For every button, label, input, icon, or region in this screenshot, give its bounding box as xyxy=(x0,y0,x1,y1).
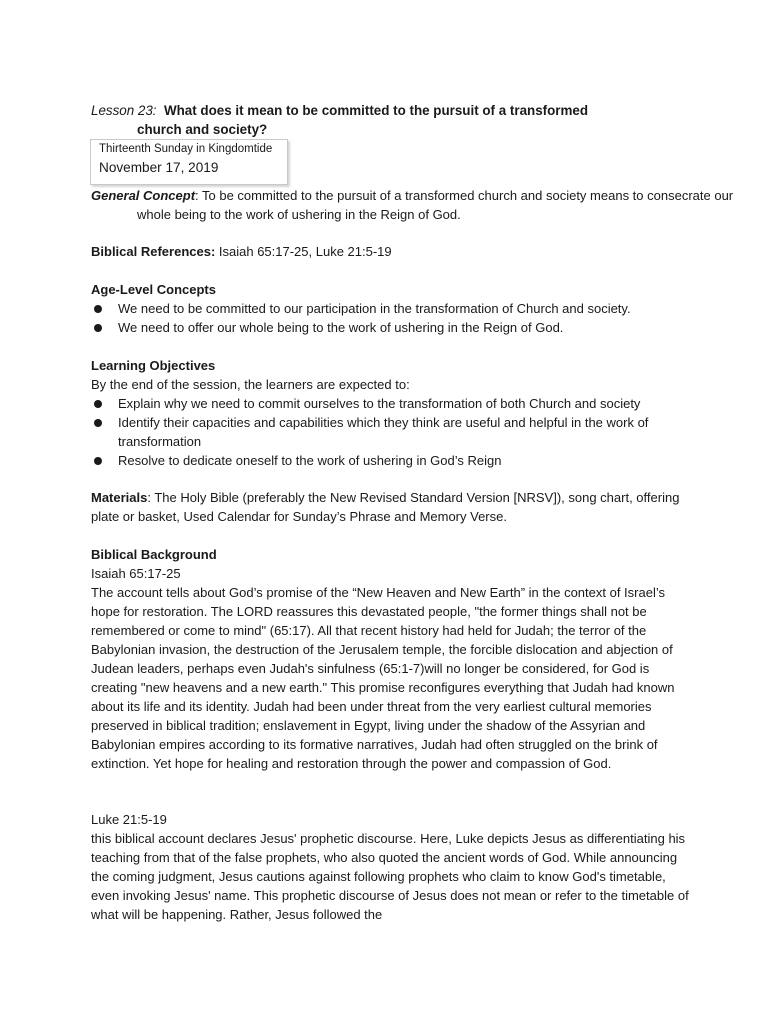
biblical-references-label: Biblical References: xyxy=(91,244,216,259)
materials-text: : The Holy Bible (preferably the New Revised Standard Version [NRSV]), song chart, offering plate or basket, Used Calendar for Sunday’s Phrase and Memory Verse. xyxy=(91,490,680,524)
age-level-list xyxy=(91,299,691,337)
lesson-label: Lesson 23: xyxy=(91,103,157,118)
list-item: We need to be committed to our participation in the transformation of Church and society. xyxy=(91,299,691,318)
liturgical-sunday: Thirteenth Sunday in Kingdomtide xyxy=(99,143,273,155)
lesson-title-line1 xyxy=(91,101,691,120)
learning-objectives-heading: Learning Objectives xyxy=(91,358,216,373)
list-item: Explain why we need to commit ourselves to the transformation of both Church and society xyxy=(91,394,691,413)
learning-objectives-intro: By the end of the session, the learners are expected to: xyxy=(91,377,410,392)
materials-label: Materials xyxy=(91,490,148,505)
lesson-title xyxy=(91,101,691,139)
list-item: Identify their capacities and capabilities which they think are useful and helpful in the work of transformation xyxy=(91,413,691,451)
learning-objectives-section xyxy=(91,356,691,470)
luke-paragraph: this biblical account declares Jesus' prophetic discourse. Here, Luke depicts Jesus as differentiating his teaching from that of the false prophets, who also quoted the ancient words of God. While announcing the coming judgment, Jesus cautions against following prophets who claim to know God's timetable, even invoking Jesus' name. This prophetic discourse of Jesus does not mean or refer to the timetable of what will be happening. Rather, Jesus followed the xyxy=(91,831,689,922)
isaiah-reference: Isaiah 65:17-25 xyxy=(91,566,181,581)
list-item: We need to offer our whole being to the work of ushering in the Reign of God. xyxy=(91,318,691,337)
materials xyxy=(91,488,691,526)
age-level-section xyxy=(91,280,691,337)
general-concept-text: : To be committed to the pursuit of a transformed church and society means to consecrate our whole being to the work of ushering in the Reign of God. xyxy=(137,188,734,222)
lesson-date: November 17, 2019 xyxy=(99,160,219,175)
biblical-background-heading: Biblical Background xyxy=(91,547,217,562)
general-concept-label: General Concept xyxy=(91,188,196,203)
isaiah-paragraph: The account tells about God’s promise of the “New Heaven and New Earth” in the context of Israel’s hope for restoration. The LORD reassures this devastated people, "the former things shall not be remembered or come to mind" (65:17). All that recent history had held for Judah; the terror of the Babylonian invasion, the destruction of the Jerusalem temple, the forcible dislocation and abjection of Judean leaders, perhaps even Judah's sinfulness (65:1-7)will no longer be considered, for God is creating "new heavens and a new earth." This promise reconfigures everything that Judah had known about its life and its identity. Judah had been under threat from the very earliest cultural memories preserved in biblical tradition; enslavement in Egypt, living under the shadow of the Assyrian and Babylonian empires according to its formative narratives, Judah had often struggled on the brink of extinction. Yet hope for healing and restoration through the power and compassion of God. xyxy=(91,585,675,771)
age-level-heading: Age-Level Concepts xyxy=(91,282,216,297)
lesson-title-line2: church and society? xyxy=(137,122,268,137)
learning-objectives-list xyxy=(91,394,691,470)
date-box xyxy=(90,139,288,185)
general-concept xyxy=(91,186,737,224)
biblical-background-section xyxy=(91,545,691,773)
biblical-references xyxy=(91,242,691,261)
luke-section xyxy=(91,810,691,924)
luke-reference: Luke 21:5-19 xyxy=(91,812,167,827)
lesson-question: What does it mean to be committed to the pursuit of a transformed xyxy=(163,103,589,118)
list-item: Resolve to dedicate oneself to the work of ushering in God’s Reign xyxy=(91,451,691,470)
biblical-references-text: Isaiah 65:17-25, Luke 21:5-19 xyxy=(215,244,392,259)
